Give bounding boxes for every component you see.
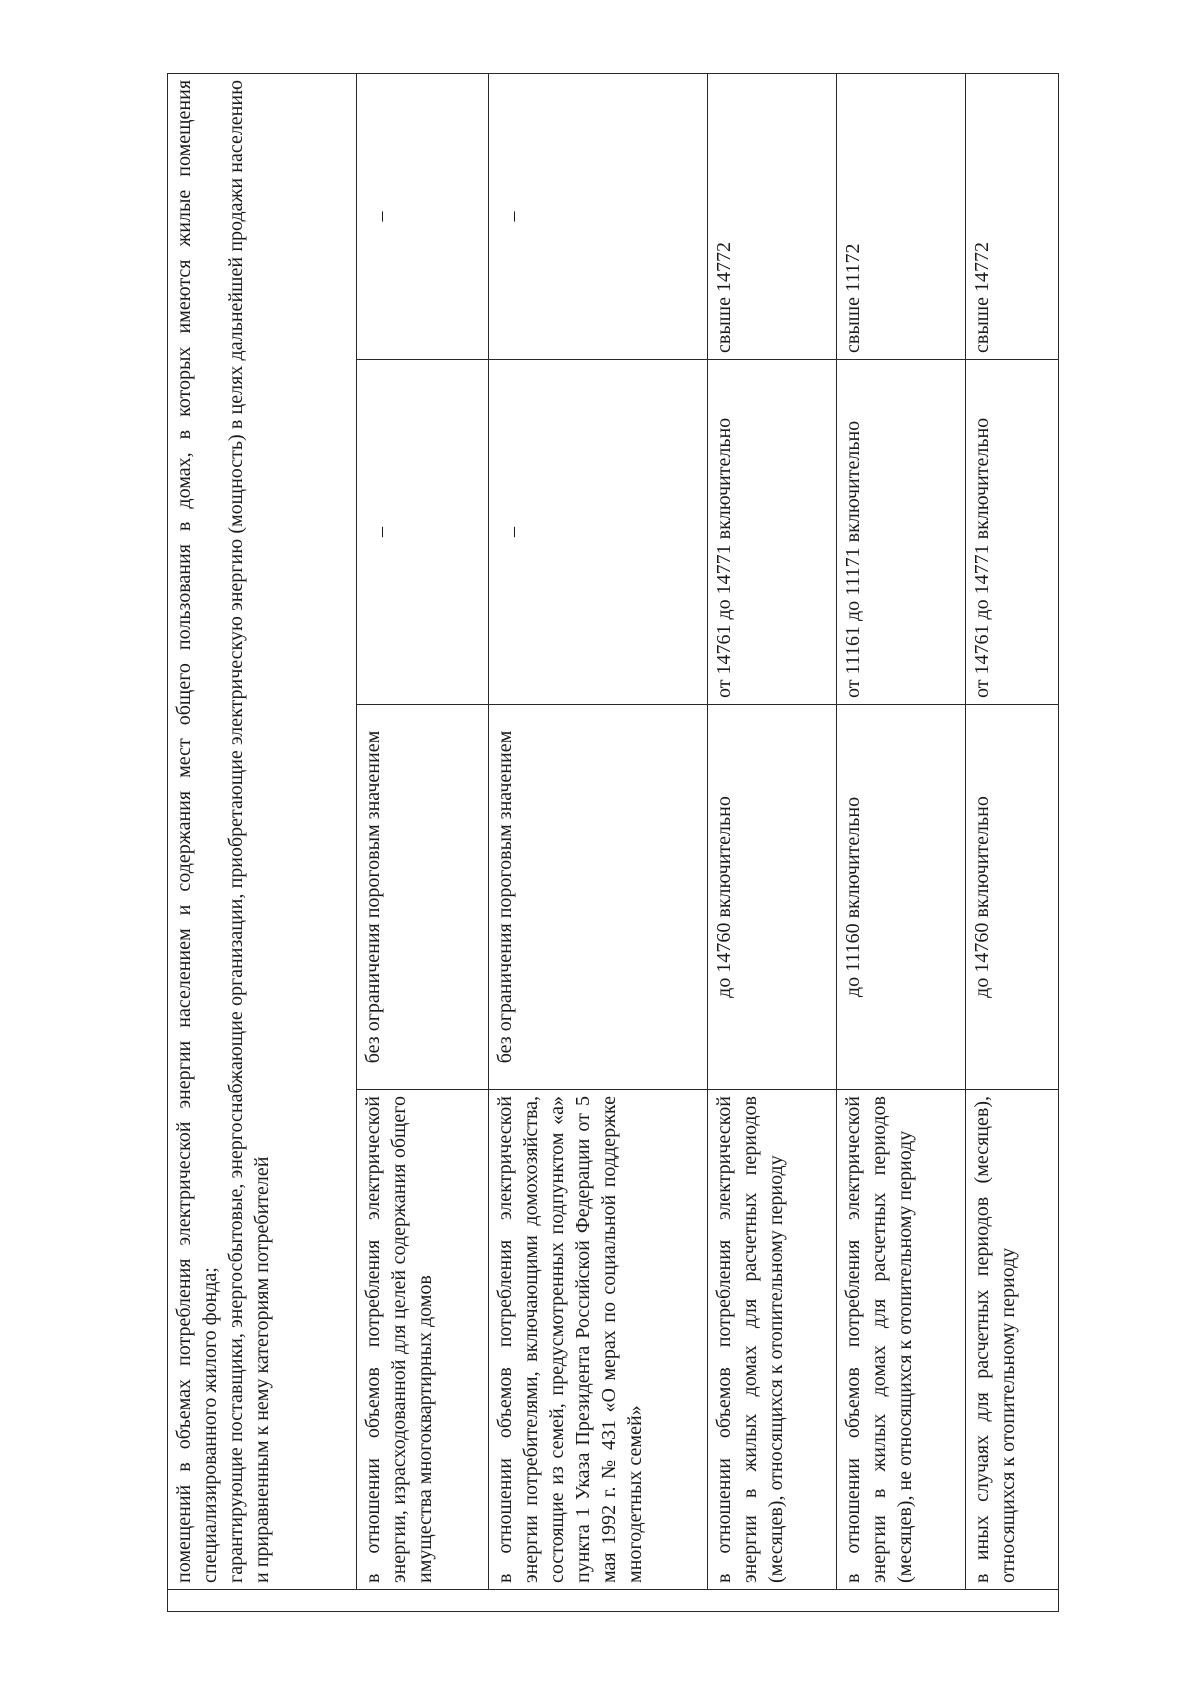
dash-value: –	[502, 527, 524, 537]
dash-value: –	[370, 527, 392, 537]
range-cell-3	[489, 73, 708, 359]
range-cell-1: до 14760 включительно	[966, 705, 1059, 1090]
intro-paragraph: гарантирующие поставщики, энергосбытовые, энергоснабжающие организации, приобретающие электрическую энергию (мощность) в целях дальнейшей продажи населению и приравненным к нему категориям потребителей	[225, 79, 273, 1583]
range-cell-1: до 14760 включительно	[708, 705, 837, 1090]
tariff-threshold-table	[167, 73, 1059, 1612]
description-cell: в отношении объемов потребления электрической энергии в жилых домах для расчетных периодов (месяцев), относящихся к отопительному периоду	[708, 1090, 837, 1590]
table-row	[357, 73, 489, 1611]
description-cell: в иных случаях для расчетных периодов (месяцев), относящихся к отопительному периоду	[966, 1090, 1059, 1590]
table-row-intro	[168, 73, 357, 1611]
table-row	[837, 73, 966, 1611]
description-cell: в отношении объемов потребления электрической энергии потребителями, включающими домохозяйства, состоящие из семей, предусмотренных подпунктом «а» пункта 1 Указа Президента Российской Федерации от 5 мая 1992 г. № 431 «О мерах по социальной поддержке многодетных семей»	[489, 1090, 708, 1590]
dash-value: –	[370, 211, 392, 222]
range-cell-2: от 14761 до 14771 включительно	[966, 360, 1059, 705]
range-cell-1: без ограничения пороговым значением	[489, 705, 708, 1090]
description-cell: в отношении объемов потребления электрической энергии, израсходованной для целей содержания общего имущества многоквартирных домов	[357, 1090, 489, 1590]
table-row	[966, 73, 1059, 1611]
range-cell-3	[357, 73, 489, 359]
description-cell: в отношении объемов потребления электрической энергии в жилых домах для расчетных периодов (месяцев), не относящихся к отопительному периоду	[837, 1090, 966, 1590]
table-row	[489, 73, 708, 1611]
range-cell-3: свыше 14772	[708, 73, 837, 359]
range-cell-3: свыше 11172	[837, 73, 966, 359]
row-number-cell	[168, 1590, 1059, 1612]
rotated-document-page	[167, 74, 1047, 1612]
range-cell-2	[357, 360, 489, 705]
intro-paragraph: помещений в объемах потребления электрической энергии населением и содержания мест общего пользования в домах, в которых имеются жилые помещения специализированного жилого фонда;	[173, 79, 221, 1583]
range-cell-1: без ограничения пороговым значением	[357, 705, 489, 1090]
range-cell-2	[489, 360, 708, 705]
range-cell-2: от 14761 до 14771 включительно	[708, 360, 837, 705]
intro-cell	[168, 73, 357, 1589]
table-row	[708, 73, 837, 1611]
dash-value: –	[502, 211, 524, 222]
range-cell-3: свыше 14772	[966, 73, 1059, 359]
range-cell-2: от 11161 до 11171 включительно	[837, 360, 966, 705]
range-cell-1: до 11160 включительно	[837, 705, 966, 1090]
